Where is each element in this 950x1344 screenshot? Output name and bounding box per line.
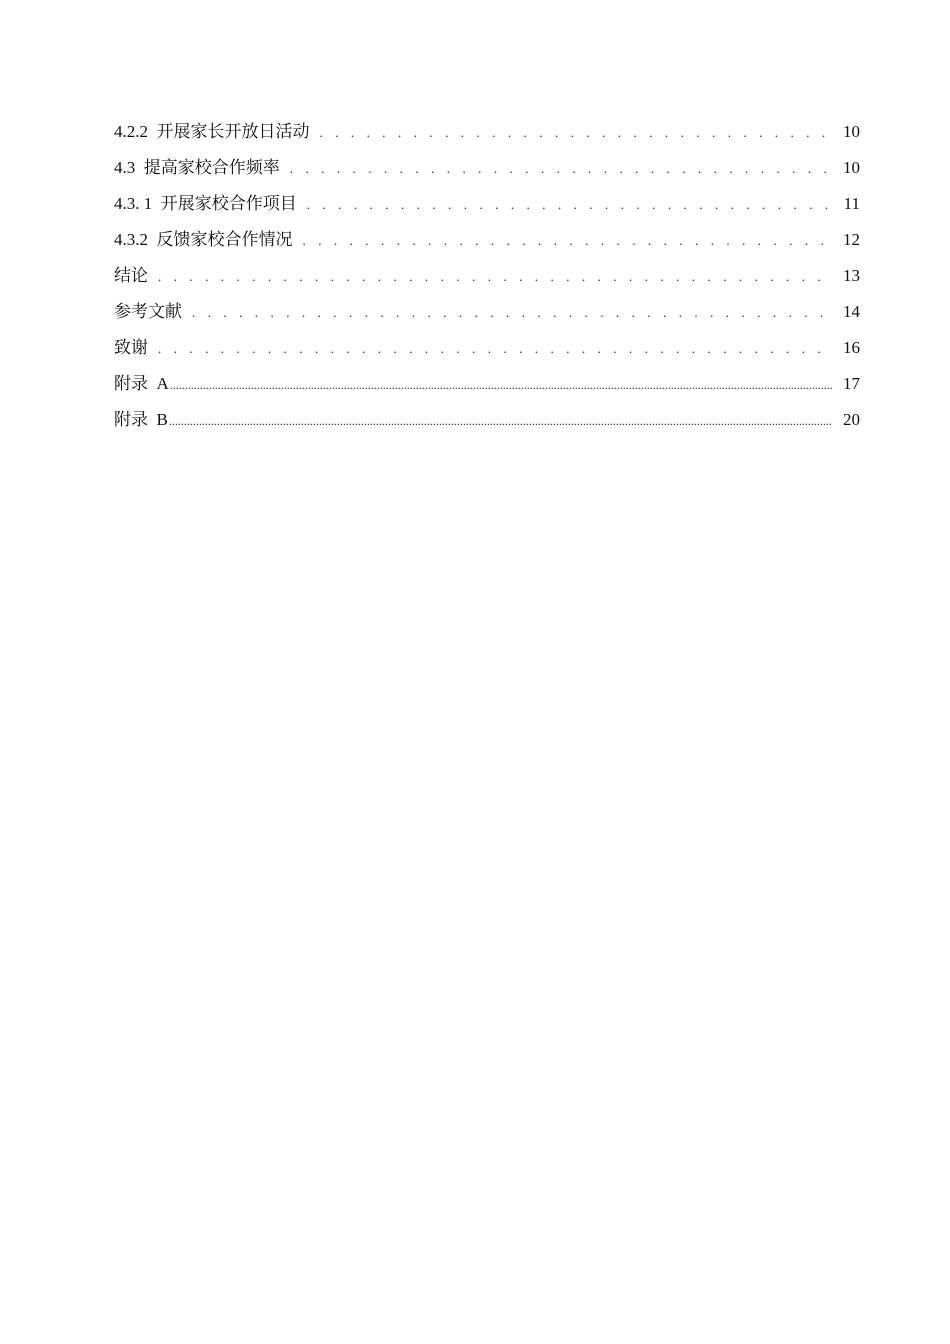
toc-entry-page: 14: [843, 302, 860, 321]
toc-leader-dots: [307, 191, 830, 219]
toc-entry-page: 11: [843, 194, 860, 213]
toc-entry-label: 4.2.2 开展家长开放日活动: [114, 122, 310, 141]
toc-entry-label: 致谢: [114, 338, 148, 357]
toc-entry-label: 附录 B: [114, 410, 168, 429]
toc-leader-dots: [158, 335, 830, 363]
toc-entry-label: 结论: [114, 266, 148, 285]
toc-entry-page: 10: [843, 158, 860, 177]
toc-entry-4-3-1[interactable]: [114, 190, 860, 226]
toc-entry-4-3[interactable]: [114, 154, 860, 190]
table-of-contents: [114, 118, 860, 442]
toc-entry-page: 12: [843, 230, 860, 249]
toc-entry-4-2-2[interactable]: [114, 118, 860, 154]
toc-leader-dots: [169, 407, 832, 435]
toc-entry-acknowledgements[interactable]: [114, 334, 860, 370]
toc-entry-page: 10: [843, 122, 860, 141]
toc-entry-label: 4.3. 1 开展家校合作项目: [114, 194, 297, 213]
toc-entry-page: 20: [843, 410, 860, 429]
toc-entry-page: 17: [843, 374, 860, 393]
toc-leader-dots: [158, 263, 830, 291]
toc-entry-label: 参考文献: [114, 302, 182, 321]
toc-entry-conclusion[interactable]: [114, 262, 860, 298]
toc-entry-label: 4.3 提高家校合作频率: [114, 158, 280, 177]
toc-leader-dots: [303, 227, 831, 255]
toc-entry-4-3-2[interactable]: [114, 226, 860, 262]
toc-leader-dots: [290, 155, 830, 183]
toc-leader-dots: [170, 371, 832, 399]
toc-entry-appendix-b[interactable]: [114, 406, 860, 442]
toc-leader-dots: [320, 119, 831, 147]
toc-entry-appendix-a[interactable]: [114, 370, 860, 406]
toc-entry-label: 4.3.2 反馈家校合作情况: [114, 230, 293, 249]
toc-entry-label: 附录 A: [114, 374, 169, 393]
toc-entry-references[interactable]: [114, 298, 860, 334]
toc-entry-page: 16: [843, 338, 860, 357]
toc-leader-dots: [192, 299, 830, 327]
toc-entry-page: 13: [843, 266, 860, 285]
